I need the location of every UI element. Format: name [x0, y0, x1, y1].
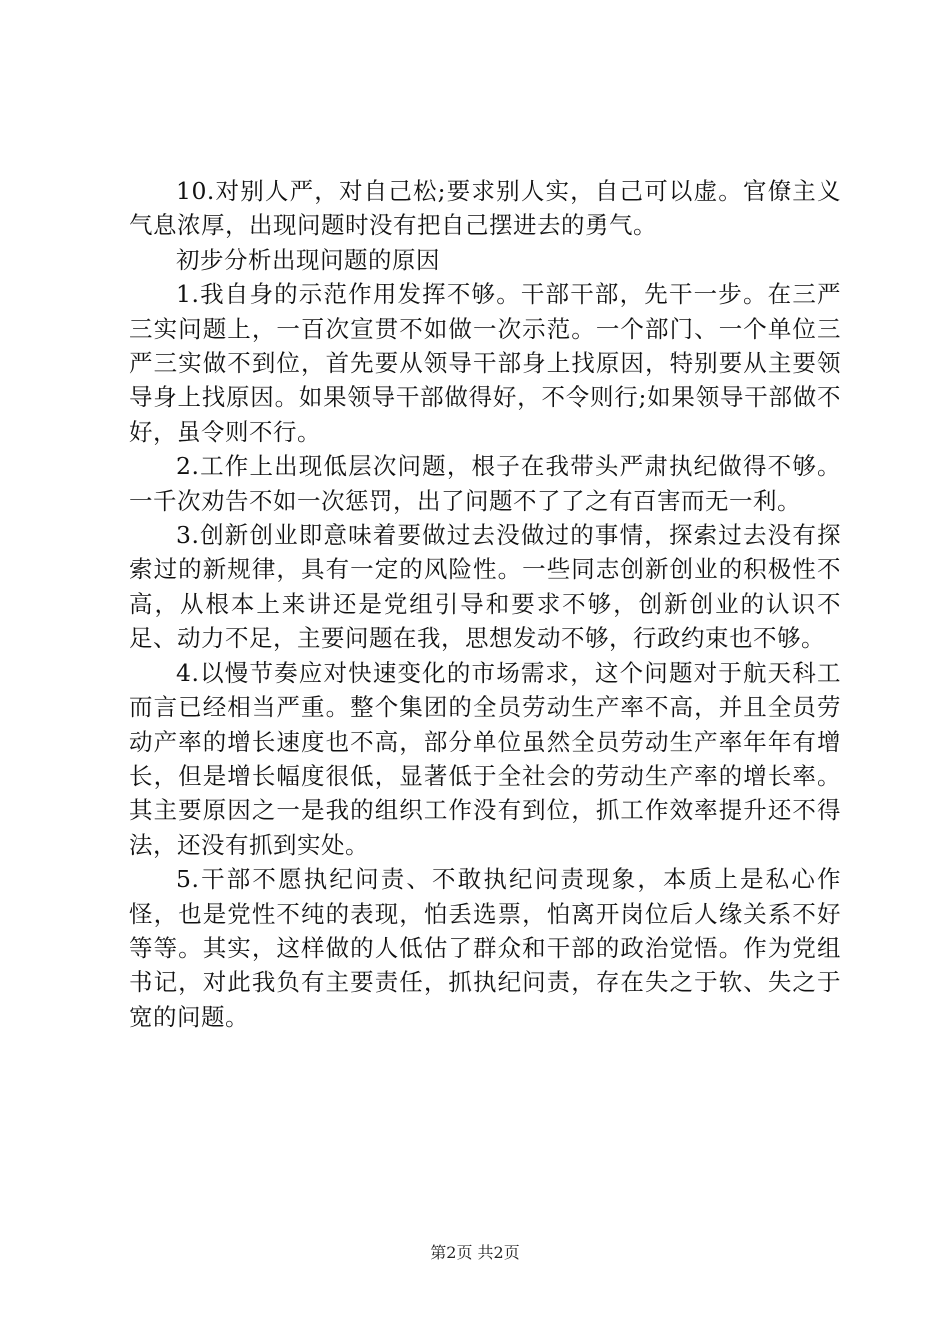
paragraph-cause-1: 1.我自身的示范作用发挥不够。干部干部，先干一步。在三严三实问题上，一百次宣贯不如做一次示范。一个部门、一个单位三严三实做不到位，首先要从领导干部身上找原因，特别要从主要领导身上找原因。如果领导干部做得好，不令则行;如果领导干部做不好，虽令则不行。	[129, 280, 841, 446]
paragraph-cause-3: 3.创新创业即意味着要做过去没做过的事情，探索过去没有探索过的新规律，具有一定的风险性。一些同志创新创业的积极性不高，从根本上来讲还是党组引导和要求不够，创新创业的认识不足、动力不足，主要问题在我，思想发动不够，行政约束也不够。	[129, 521, 841, 653]
section-heading-causes: 初步分析出现问题的原因	[176, 245, 440, 274]
page-number-footer: 第2页 共2页	[430, 1243, 520, 1262]
paragraph-item-10: 10.对别人严，对自己松;要求别人实，自己可以虚。官僚主义气息浓厚，出现问题时没有把自己摆进去的勇气。	[129, 177, 841, 240]
document-body	[129, 174, 841, 1034]
paragraph-cause-4: 4.以慢节奏应对快速变化的市场需求，这个问题对于航天科工而言已经相当严重。整个集团的全员劳动生产率不高，并且全员劳动产率的增长速度也不高，部分单位虽然全员劳动生产率年年有增长，但是增长幅度很低，显著低于全社会的劳动生产率的增长率。其主要原因之一是我的组织工作没有到位，抓工作效率提升还不得法，还没有抓到实处。	[129, 658, 841, 859]
paragraph-cause-5: 5.干部不愿执纪问责、不敢执纪问责现象，本质上是私心作怪，也是党性不纯的表现，怕丢选票，怕离开岗位后人缘关系不好等等。其实，这样做的人低估了群众和干部的政治觉悟。作为党组书记，对此我负有主要责任，抓执纪问责，存在失之于软、失之于宽的问题。	[129, 865, 841, 1031]
paragraph-cause-2: 2.工作上出现低层次问题，根子在我带头严肃执纪做得不够。一千次劝告不如一次惩罚，出了问题不了了之有百害而无一利。	[129, 452, 841, 515]
